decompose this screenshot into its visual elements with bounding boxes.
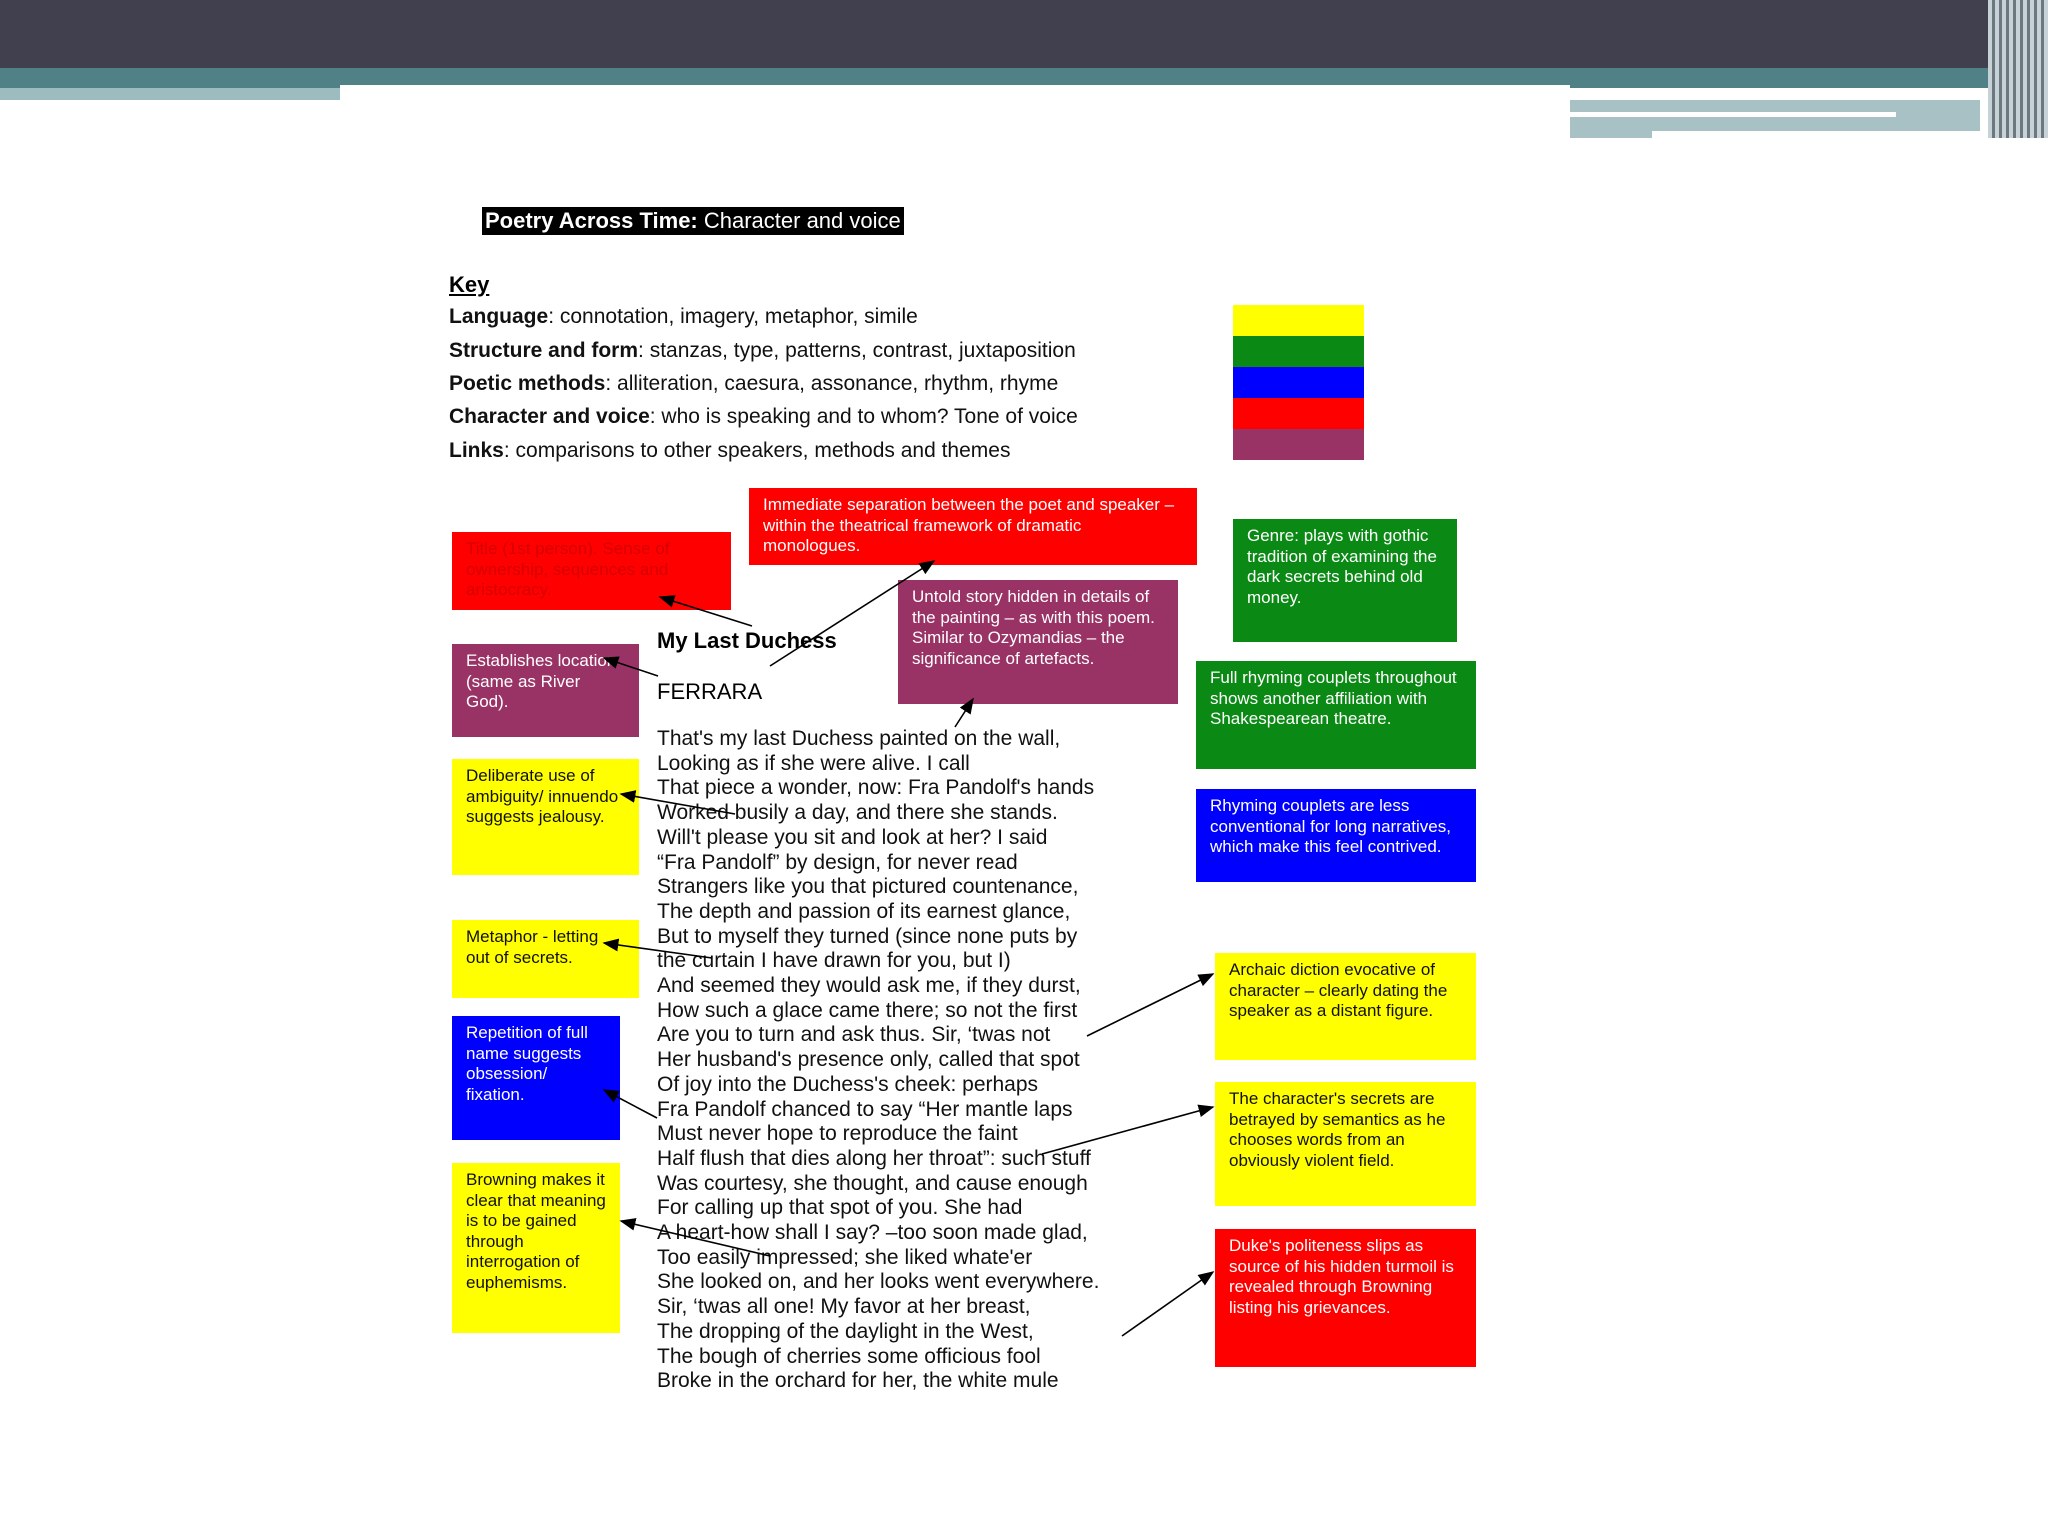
annotation-establishes-location: Establishes location (same as River God). xyxy=(452,644,639,737)
key-item-character-voice: Character and voice: who is speaking and to whom? Tone of voice xyxy=(449,405,1078,428)
worksheet-title: Poetry Across Time: Character and voice xyxy=(482,207,904,235)
poem-line: Half flush that dies along her throat”: such stuff xyxy=(657,1146,1091,1170)
poem-line: And seemed they would ask me, if they durst, xyxy=(657,974,1081,998)
arrow xyxy=(955,699,973,727)
annotation-untold-story: Untold story hidden in details of the painting – as with this poem. Similar to Ozymandias – the significance of artefacts. xyxy=(898,580,1178,704)
poem-line: Will't please you sit and look at her? I said xyxy=(657,825,1048,849)
annotation-duke-politeness: Duke's politeness slips as source of his hidden turmoil is revealed through Browning listing his grievances. xyxy=(1215,1229,1476,1367)
poem-line: Worked busily a day, and there she stands. xyxy=(657,801,1058,825)
annotation-full-rhyming: Full rhyming couplets throughout shows another affiliation with Shakespearean theatre. xyxy=(1196,661,1476,769)
poem-line: Her husband's presence only, called that spot xyxy=(657,1048,1080,1072)
poem-line: Strangers like you that pictured countenance, xyxy=(657,875,1079,899)
poem-line: the curtain I have drawn for you, but I) xyxy=(657,949,1011,973)
key-heading: Key xyxy=(449,272,490,297)
poem-line: A heart-how shall I say? –too soon made glad, xyxy=(657,1221,1088,1245)
annotation-metaphor: Metaphor - letting out of secrets. xyxy=(452,920,639,998)
poem-line: Of joy into the Duchess's cheek: perhaps xyxy=(657,1072,1039,1096)
arrow xyxy=(1122,1272,1213,1336)
poem-line: Was courtesy, she thought, and cause enough xyxy=(657,1171,1088,1195)
poem-line: The depth and passion of its earnest glance, xyxy=(657,899,1071,923)
annotation-rhyming-less-conventional: Rhyming couplets are less conventional for long narratives, which make this feel contrived. xyxy=(1196,789,1476,882)
arrow xyxy=(1042,1107,1213,1154)
annotation-character-secrets: The character's secrets are betrayed by semantics as he chooses words from an obviously violent field. xyxy=(1215,1082,1476,1206)
poem-line: That piece a wonder, now: Fra Pandolf's hands xyxy=(657,776,1095,800)
poem-line: Broke in the orchard for her, the white mule xyxy=(657,1369,1059,1393)
arrow xyxy=(604,658,658,676)
poem-title: My Last Duchess xyxy=(657,628,837,653)
arrow xyxy=(621,1221,770,1256)
annotation-title-note: Title (1st person). Sense of ownership, sequences and aristocracy. xyxy=(452,532,731,610)
poem-line: Are you to turn and ask thus. Sir, ‘twas not xyxy=(657,1023,1051,1047)
annotation-genre: Genre: plays with gothic tradition of examining the dark secrets behind old money. xyxy=(1233,519,1457,642)
poem-line: For calling up that spot of you. She had xyxy=(657,1196,1023,1220)
poem-line: Sir, ‘twas all one! My favor at her breast, xyxy=(657,1295,1031,1319)
arrow xyxy=(1087,974,1213,1036)
poem-line: How such a glace came there; so not the first xyxy=(657,998,1078,1022)
poem-place: FERRARA xyxy=(657,679,763,704)
poem-line: Looking as if she were alive. I call xyxy=(657,751,970,775)
poem-line: The bough of cherries some officious fool xyxy=(657,1344,1041,1368)
key-item-structure: Structure and form: stanzas, type, patterns, contrast, juxtaposition xyxy=(449,339,1076,362)
arrow xyxy=(660,597,752,626)
arrow xyxy=(604,943,712,958)
poem-line: That's my last Duchess painted on the wall, xyxy=(657,727,1061,750)
annotation-deliberate-ambiguity: Deliberate use of ambiguity/ innuendo suggests jealousy. xyxy=(452,759,639,875)
annotation-browning-meaning: Browning makes it clear that meaning is to be gained through interrogation of euphemisms. xyxy=(452,1163,620,1333)
poem-line: Too easily impressed; she liked whate'er xyxy=(657,1245,1033,1269)
arrow xyxy=(604,1090,657,1118)
poem-line: The dropping of the daylight in the West, xyxy=(657,1319,1034,1343)
poem-line: She looked on, and her looks went everywhere. xyxy=(657,1270,1100,1294)
key-item-poetic-methods: Poetic methods: alliteration, caesura, assonance, rhythm, rhyme xyxy=(449,372,1059,395)
poem-line: “Fra Pandolf” by design, for never read xyxy=(657,850,1018,874)
arrow xyxy=(770,561,934,666)
arrow xyxy=(621,794,735,814)
annotation-archaic-diction: Archaic diction evocative of character – clearly dating the speaker as a distant figure. xyxy=(1215,953,1476,1060)
annotation-repetition: Repetition of full name suggests obsession/ fixation. xyxy=(452,1016,620,1140)
key-item-links: Links: comparisons to other speakers, methods and themes xyxy=(449,439,1011,462)
poem-line: But to myself they turned (since none puts by xyxy=(657,924,1078,948)
poem-line: Must never hope to reproduce the faint xyxy=(657,1122,1018,1146)
annotation-immediate-separation: Immediate separation between the poet and speaker – within the theatrical framework of dramatic monologues. xyxy=(749,488,1197,565)
poem-line: Fra Pandolf chanced to say “Her mantle laps xyxy=(657,1097,1073,1121)
key-item-language: Language: connotation, imagery, metaphor, simile xyxy=(449,305,918,328)
